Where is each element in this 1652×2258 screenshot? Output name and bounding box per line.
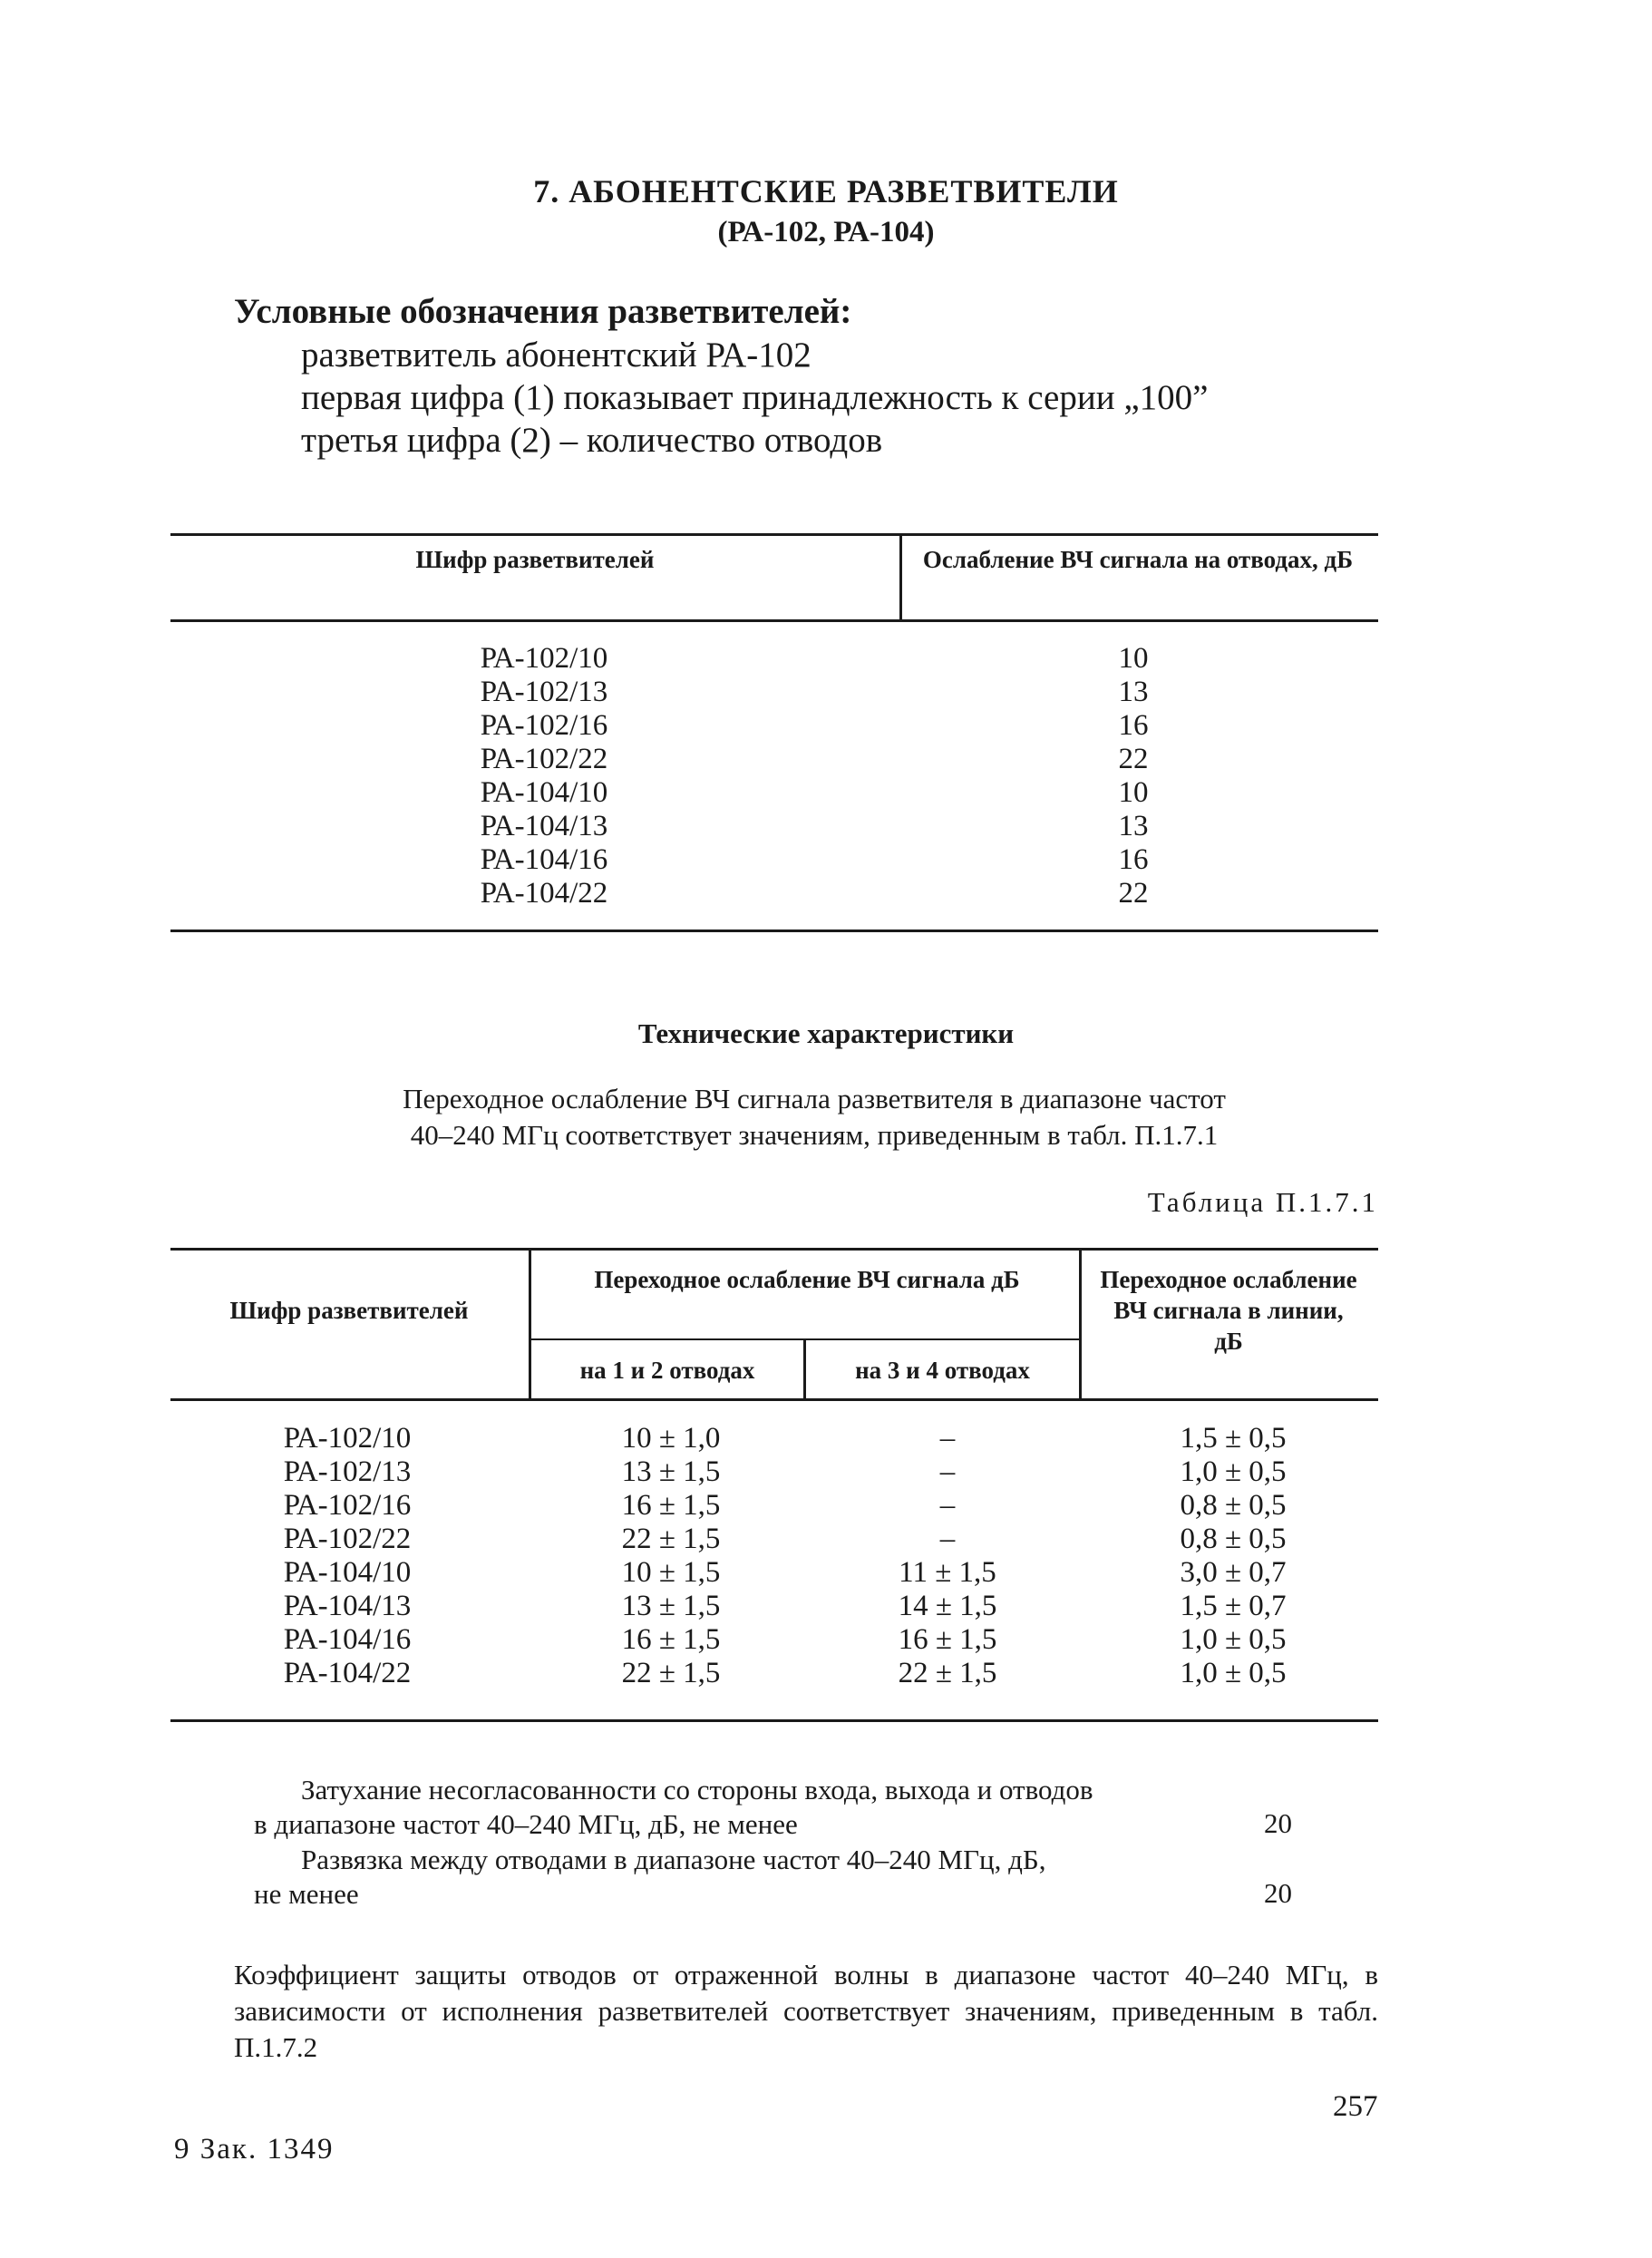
table-cell: –	[939, 1523, 956, 1555]
table-cell: –	[939, 1455, 956, 1488]
table-cell: 1,5 ± 0,5	[1180, 1422, 1287, 1455]
note-value: 20	[1264, 1807, 1292, 1839]
table-cell: 10 ± 1,5	[621, 1556, 721, 1589]
table-cell: РА-104/13	[283, 1590, 412, 1622]
table-cell: 13 ± 1,5	[621, 1590, 721, 1622]
table-rule	[170, 619, 1378, 622]
table-cell: 16 ± 1,5	[621, 1489, 721, 1522]
table-cell: 0,8 ± 0,5	[1180, 1489, 1287, 1522]
note-value: 20	[1264, 1877, 1292, 1909]
table-cell: РА-102/10	[283, 1422, 412, 1455]
paragraph: Коэффициент защиты отводов от отраженной волны в диапазоне частот 40–240 МГц, в зависимости от исполнения разветвителей соответствует значениям, приведенным в табл. П.1.7.2	[234, 1959, 1378, 2063]
table-cell: РА-104/10	[283, 1556, 412, 1589]
designation-line: разветвитель абонентский РА-102	[301, 336, 811, 375]
table-cell: 16	[1118, 709, 1149, 742]
designations-heading: Условные обозначения разветвителей:	[234, 292, 852, 331]
table-cell: РА-104/22	[283, 1657, 412, 1689]
table-cell: РА-102/16	[480, 709, 608, 742]
table-cell: РА-102/10	[480, 642, 608, 675]
table-cell: 3,0 ± 0,7	[1180, 1556, 1287, 1589]
note-line: Развязка между отводами в диапазоне частот 40–240 МГц, дБ,	[301, 1844, 1046, 1875]
subsection-title: Технические характеристики	[637, 1017, 1015, 1049]
table-cell: РА-102/22	[283, 1523, 412, 1555]
table-cell: 1,0 ± 0,5	[1180, 1657, 1287, 1689]
column-header: Ослабление ВЧ сигнала на отводах, дБ	[922, 546, 1354, 573]
table-cell: РА-102/13	[283, 1455, 412, 1488]
note-line: не менее	[254, 1878, 359, 1910]
table-cell: РА-102/22	[480, 743, 608, 775]
designation-line: третья цифра (2) – количество отводов	[301, 421, 883, 460]
table-rule	[170, 1719, 1378, 1722]
page-number: 257	[1333, 2090, 1378, 2123]
column-header: Переходное ослабление ВЧ сигнала в линии, дБ	[1100, 1266, 1357, 1355]
table-cell: 10	[1118, 776, 1149, 809]
note-line: Затухание несогласованности со стороны входа, выхода и отводов	[301, 1774, 1093, 1805]
table-cell: РА-104/10	[480, 776, 608, 809]
table-cell: РА-104/16	[283, 1623, 412, 1656]
table-cell: РА-102/16	[283, 1489, 412, 1522]
table-cell: 10 ± 1,0	[621, 1422, 721, 1455]
order-number: 9 Зак. 1349	[174, 2133, 335, 2166]
table-cell: РА-104/13	[480, 810, 608, 842]
table-cell: 10	[1118, 642, 1149, 675]
table-cell: 22	[1118, 877, 1149, 910]
table-cell: 11 ± 1,5	[899, 1556, 996, 1589]
table-divider	[899, 533, 902, 620]
column-group-header: Переходное ослабление ВЧ сигнала дБ	[594, 1266, 1020, 1293]
table-cell: 14 ± 1,5	[898, 1590, 997, 1622]
table-divider	[1079, 1248, 1082, 1400]
table-cell: РА-104/16	[480, 843, 608, 876]
paragraph	[234, 1081, 1394, 1153]
column-header: на 1 и 2 отводах	[579, 1357, 755, 1384]
table-cell: 16 ± 1,5	[621, 1623, 721, 1656]
table-rule	[170, 1398, 1378, 1401]
table-cell: 1,0 ± 0,5	[1180, 1455, 1287, 1488]
table-cell: 22 ± 1,5	[621, 1657, 721, 1689]
section-title: 7. АБОНЕНТСКИЕ РАЗВЕТВИТЕЛИ	[533, 173, 1119, 209]
column-header: Шифр разветвителей	[415, 546, 655, 573]
designation-line: первая цифра (1) показывает принадлежность к серии „100”	[301, 378, 1209, 417]
table-cell: РА-104/22	[480, 877, 608, 910]
note-line: в диапазоне частот 40–240 МГц, дБ, не менее	[254, 1808, 798, 1840]
table-cell: 22	[1118, 743, 1149, 775]
table-cell: 13 ± 1,5	[621, 1455, 721, 1488]
table-cell: 1,5 ± 0,7	[1180, 1590, 1287, 1622]
table-cell: 13	[1118, 676, 1149, 708]
paragraph-line: 40–240 МГц соответствует значениям, приведенным в табл. П.1.7.1	[410, 1119, 1219, 1151]
column-header: на 3 и 4 отводах	[855, 1357, 1030, 1384]
table-cell: 22 ± 1,5	[898, 1657, 997, 1689]
table-cell: 13	[1118, 810, 1149, 842]
column-header: Шифр разветвителей	[229, 1297, 469, 1324]
table-cell: –	[939, 1489, 956, 1522]
table-caption: Таблица П.1.7.1	[1147, 1186, 1378, 1218]
table-cell: –	[939, 1422, 956, 1455]
table-rule	[170, 533, 1378, 536]
section-subtitle: (РА-102, РА-104)	[717, 216, 935, 248]
table-cell: РА-102/13	[480, 676, 608, 708]
table-cell: 0,8 ± 0,5	[1180, 1523, 1287, 1555]
table-rule	[170, 929, 1378, 932]
table-cell: 1,0 ± 0,5	[1180, 1623, 1287, 1656]
table-rule	[170, 1248, 1378, 1251]
table-cell: 16	[1118, 843, 1149, 876]
paragraph-line: Переходное ослабление ВЧ сигнала разветвителя в диапазоне частот	[403, 1083, 1226, 1114]
table-cell: 22 ± 1,5	[621, 1523, 721, 1555]
table-cell: 16 ± 1,5	[898, 1623, 997, 1656]
